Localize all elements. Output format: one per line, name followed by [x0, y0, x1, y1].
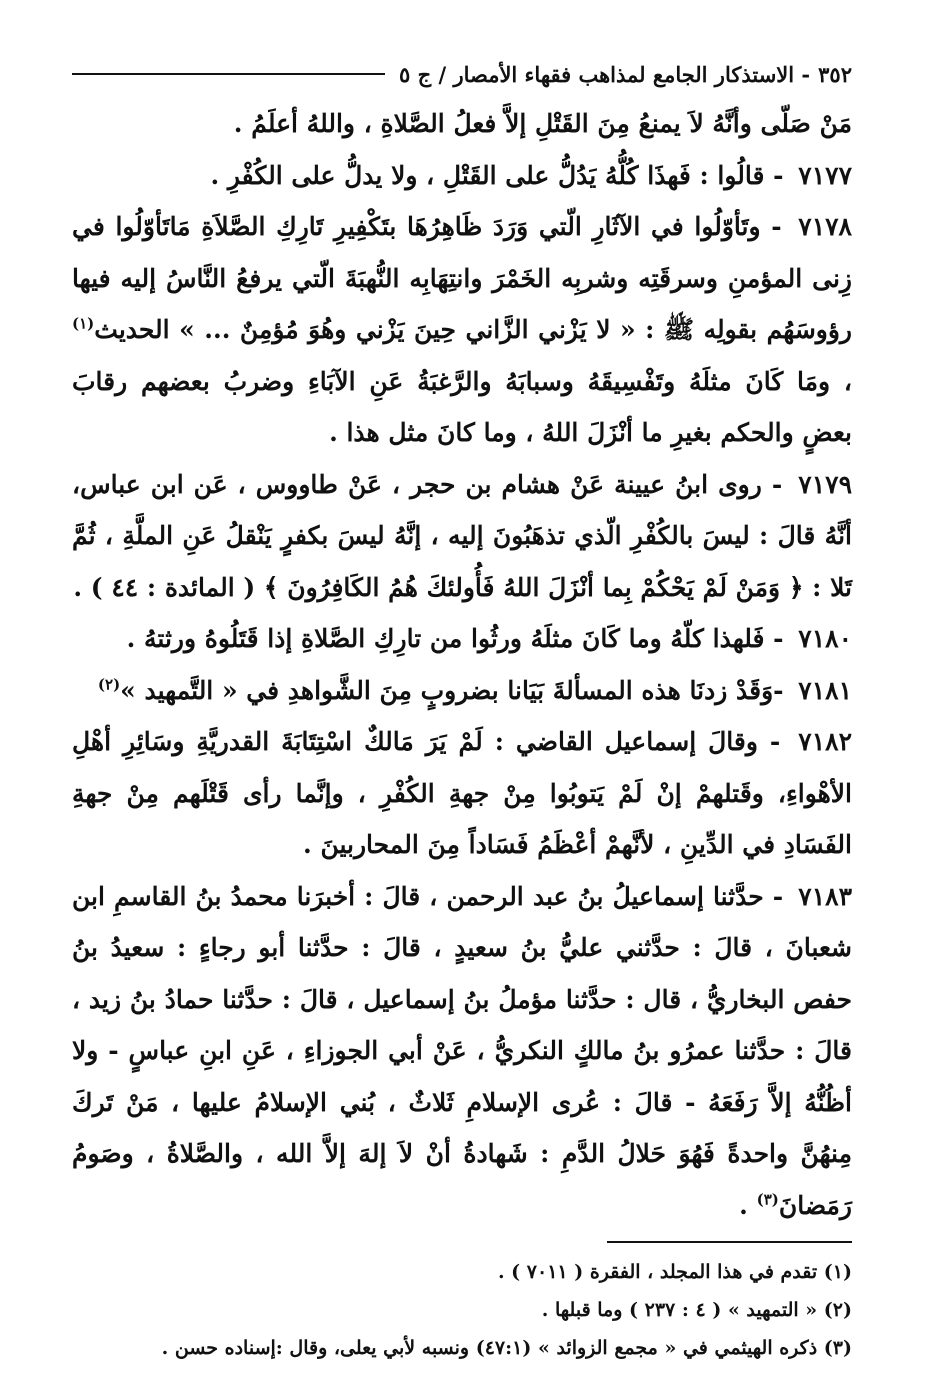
paragraph-text: - فَلهذا كلّهُ وما كَانَ مثلَهُ ورثُوا من تارِكِ الصَّلاةِ إذا قَتَلُوهُ ورثتهُ . [126, 624, 784, 653]
paragraph-number: ٧١٨٣ [798, 881, 852, 911]
footnote-marker[interactable]: (١) [72, 314, 95, 333]
paragraph-text-tail: . [739, 1190, 757, 1220]
paragraph-text: - وقالَ إسماعيل القاضي : لَمْ يَرَ مَالكٌ اسْتِتَابَةَ القدريَّةِ وسَائِرِ أهْلِ الأهْواءِ، وقَتلهمْ إنْ لَمْ يَتوبُوا مِنْ جهةِ الكُفْرِ ، وإنَّما رأى قَتْلَهم مِنْ جهةِ الفَسَادِ في الدِّينِ ، لأنَّهمْ أعْظَمُ فَسَاداً مِنَ المحاربينَ . [72, 727, 852, 859]
paragraph-text: - قالُوا : فَهذَا كُلُّهُ يَدُلُّ على القَتْلِ ، ولا يدلُّ على الكُفْرِ . [210, 160, 784, 190]
paragraph [72, 150, 852, 202]
paragraph [72, 98, 852, 150]
paragraph [72, 665, 852, 717]
paragraph-text: - وتَأوّلُوا في الآثَارِ الّتي وَرَدَ ظَاهِرُهَا بتَكْفِيرِ تَارِكِ الصَّلاَةِ مَاتَأوّلُوا في زِنى المؤمنِ وسرقَتِه وشربِه الخَمْرَ وانتِهَابِه النُّهبَةَ الّتي يرفعُ النَّاسُ إليه فيها رؤوسَهُم بقولِه ﷺ : « لا يَزْني الزَّاني حِينَ يَزْني وهُوَ مُؤمِنٌ ... » الحديث [72, 212, 852, 344]
paragraph-text: - حدَّثنا إسماعيلُ بنُ عبد الرحمن ، قالَ : أخبرَنا محمدُ بنُ القاسمِ ابن شعبانَ ، قالَ : حدَّثني عليُّ بنُ سعيدٍ ، قالَ : حدَّثنا أبو رجاءٍ : سعيدُ بنُ حفص البخاريُّ ، قال : حدَّثنا مؤملُ بنُ إسماعيل ، قالَ : حدَّثنا حمادُ بنُ زيد ، قالَ : حدَّثنا عمرُو بنُ مالكٍ النكريُّ ، عَنْ أبي الجوزاءِ ، عَنِ ابنِ عباسٍ - ولا أظُنُّهُ إلاَّ رَفَعَهُ - قالَ : عُرى الإسلامِ ثَلاثٌ ، بُني الإسلامُ عليها ، مَنْ تَركَ مِنهُنَّ واحدةً فَهُوَ حَلالُ الدَّمِ : شَهادةُ أنْ لاَ إلهَ إلاَّ الله ، والصَّلاةُ ، وصَومُ رَمَضانَ [72, 881, 852, 1220]
footnote: (٢) « التمهيد » ( ٤ : ٢٣٧ ) وما قبلها . [541, 1299, 852, 1321]
paragraph-text: مَنْ صَلّى وأنَّهُ لاَ يمنعُ مِنَ القَتْلِ إلاَّ فعلُ الصَّلاةِ ، واللهُ أعلَمُ . [233, 109, 852, 138]
footnote: (٣) ذكره الهيثمي في « مجمع الزوائد » (٤٧:١) ونسبه لأبي يعلى، وقال :إسناده حسن . [161, 1337, 852, 1359]
paragraph-text: -وَقَدْ زدنَا هذه المسألةَ بَيَانا بضروبٍ مِنَ الشَّواهدِ في « التَّمهيد » [120, 675, 784, 705]
footnote-separator [607, 1241, 852, 1243]
footnote-separator-row [72, 1231, 852, 1243]
footnote: (١) تقدم في هذا المجلد ، الفقرة ( ٧٠١١ ) . [497, 1261, 852, 1283]
paragraph-text: - روى ابنُ عيينة عَنْ هشام بن حجر ، عَنْ طاووس ، عَن ابن عباس، أنَّهُ قالَ : ليسَ بالكُفْرِ الّذي تذهَبُونَ إليه ، إنَّهُ ليسَ بكفرٍ يَنْقلُ عَنِ الملَّةِ ، ثُمَّ تَلا : ﴿ وَمَنْ لَمْ يَحْكُمْ بِما أنْزَلَ اللهُ فَأُولئكَ هُمُ الكَافِرُونَ ﴾ ( المائدة : ٤٤ ) . [72, 469, 852, 602]
paragraph-number: ٧١٨٢ [798, 727, 852, 756]
paragraph-number: ٧١٧٩ [798, 469, 852, 499]
main-text [72, 98, 852, 1231]
running-header [72, 54, 852, 94]
paragraph [72, 613, 852, 665]
book-page [72, 54, 852, 1367]
paragraph [72, 459, 852, 614]
paragraph-number: ٧١٨١ [798, 675, 852, 705]
paragraph-number: ٧١٧٧ [798, 160, 852, 190]
paragraph-text-tail: ، ومَا كَانَ مثلَهُ وتَفْسِيقَهُ وسبابَهُ والرَّغبَةُ عَنِ الآبَاءِ وضربُ بعضهم رقابَ بعضٍ والحكم بغيرِ ما أنْزَلَ اللهُ ، وما كانَ مثل هذا . [72, 366, 852, 447]
paragraph-number: ٧١٧٨ [798, 212, 852, 241]
running-title: - الاستذكار الجامع لمذاهب فقهاء الأمصار / ج ٥ [399, 61, 811, 87]
paragraph [72, 871, 852, 1232]
footnotes [72, 1253, 852, 1367]
paragraph [72, 716, 852, 871]
page-number: ٣٥٢ [818, 61, 852, 87]
footnote-marker[interactable]: (٢) [97, 675, 121, 694]
paragraph-number: ٧١٨٠ [798, 624, 852, 653]
paragraph [72, 201, 852, 459]
header-rule [72, 73, 385, 75]
footnote-marker[interactable]: (٣) [756, 1190, 779, 1209]
